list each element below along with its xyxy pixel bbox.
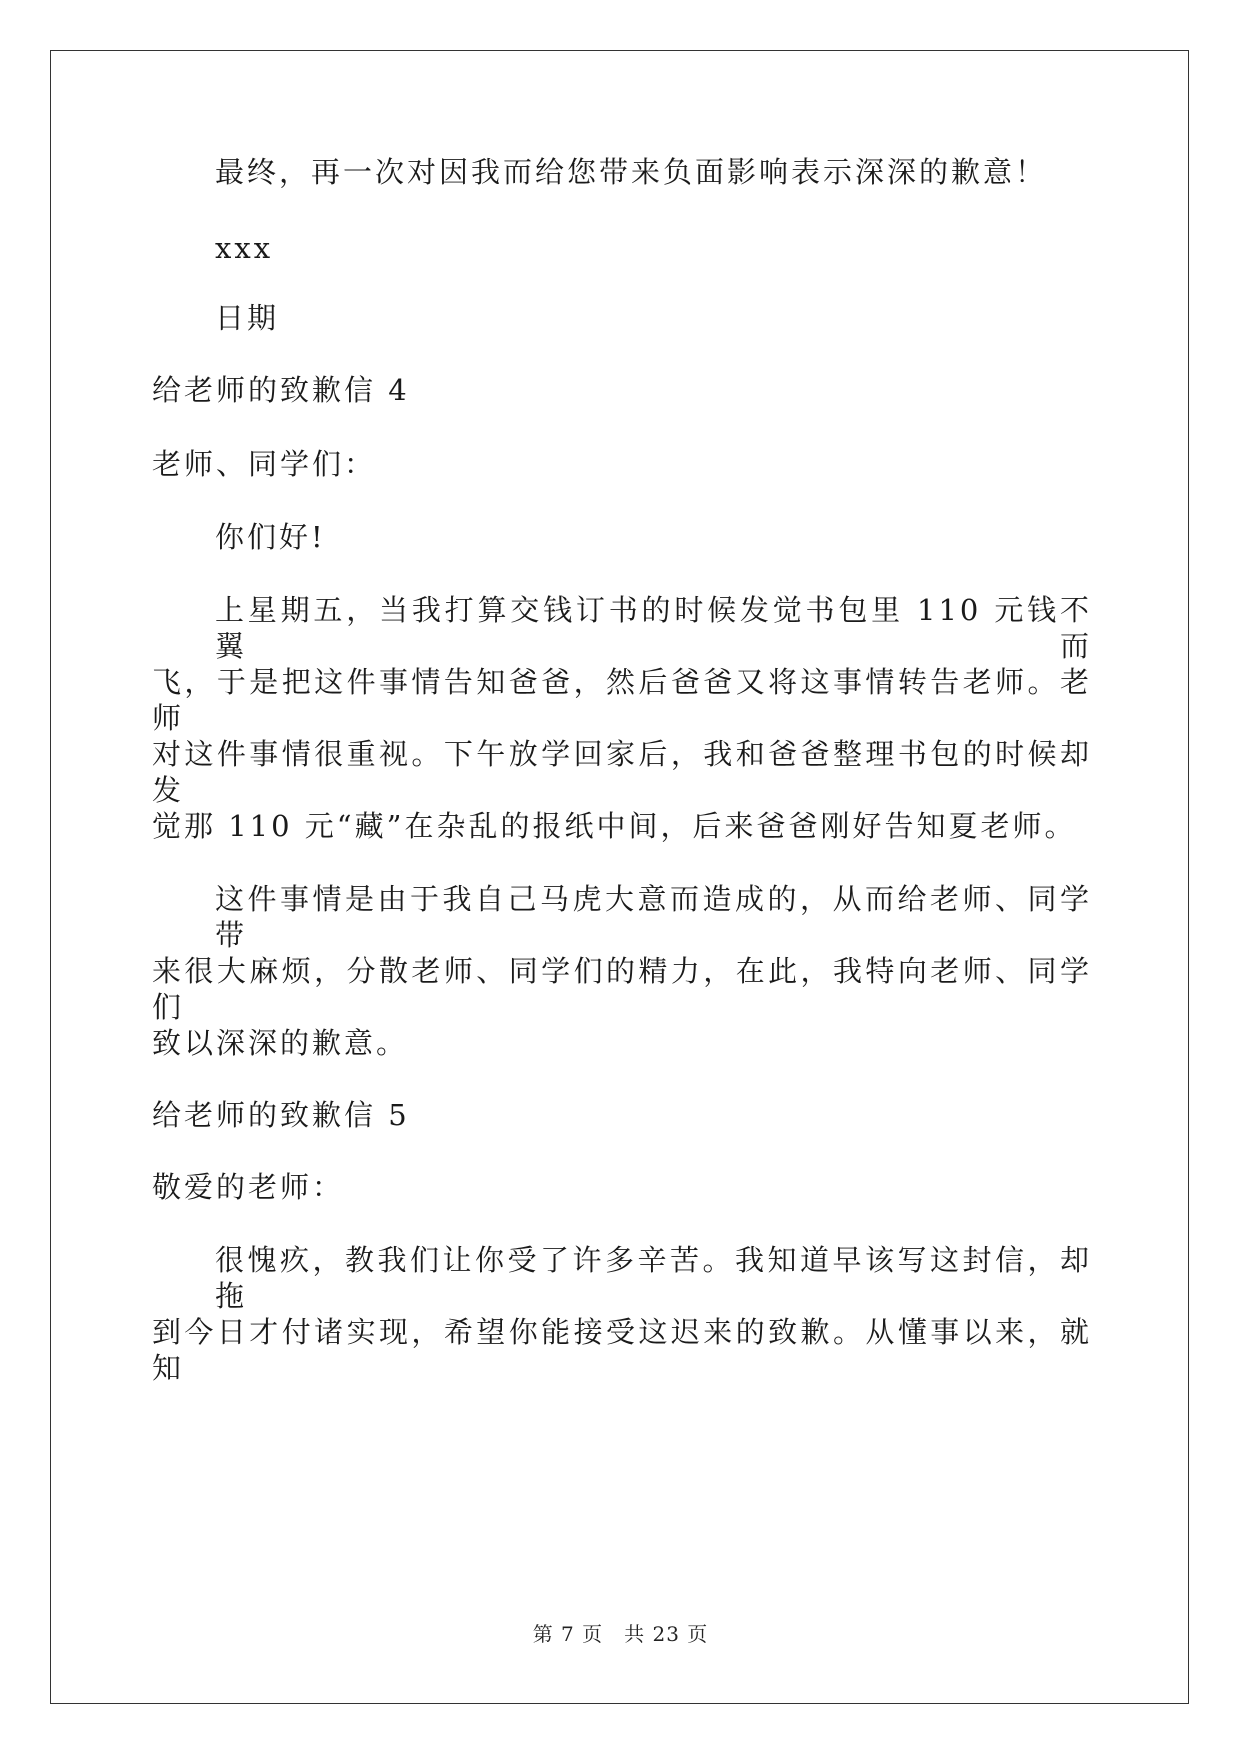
- paragraph-line: 飞，于是把这件事情告知爸爸，然后爸爸又将这事情转告老师。老师: [152, 665, 1092, 735]
- page-number: 第 7 页 共 23 页: [532, 1622, 709, 1646]
- closing-paragraph: 最终，再一次对因我而给您带来负面影响表示深深的歉意！: [215, 155, 1048, 189]
- salutation-5: 敬爱的老师：: [152, 1170, 345, 1204]
- section-heading-4: 给老师的致歉信 4: [152, 373, 410, 407]
- signature: xxx: [215, 231, 274, 265]
- paragraph-line: 来很大麻烦，分散老师、同学们的精力，在此，我特向老师、同学们: [152, 954, 1092, 1024]
- salutation-4: 老师、同学们：: [152, 447, 377, 481]
- paragraph-line: 很愧疚，教我们让你受了许多辛苦。我知道早该写这封信，却拖: [215, 1243, 1092, 1313]
- paragraph-line: 觉那 110 元“藏”在杂乱的报纸中间，后来爸爸刚好告知夏老师。: [152, 809, 1077, 843]
- paragraph-line: 这件事情是由于我自己马虎大意而造成的，从而给老师、同学带: [215, 882, 1092, 952]
- page-border: [50, 50, 1189, 1704]
- greeting-4: 你们好!: [215, 520, 326, 554]
- paragraph-line: 致以深深的歉意。: [152, 1026, 409, 1060]
- paragraph-line: 到今日才付诸实现，希望你能接受这迟来的致歉。从懂事以来，就知: [152, 1315, 1092, 1385]
- paragraph-line: 对这件事情很重视。下午放学回家后，我和爸爸整理书包的时候却发: [152, 737, 1092, 807]
- section-heading-5: 给老师的致歉信 5: [152, 1098, 410, 1132]
- date-line: 日期: [215, 301, 280, 335]
- paragraph-line: 上星期五，当我打算交钱订书的时候发觉书包里 110 元钱不翼而: [215, 593, 1092, 663]
